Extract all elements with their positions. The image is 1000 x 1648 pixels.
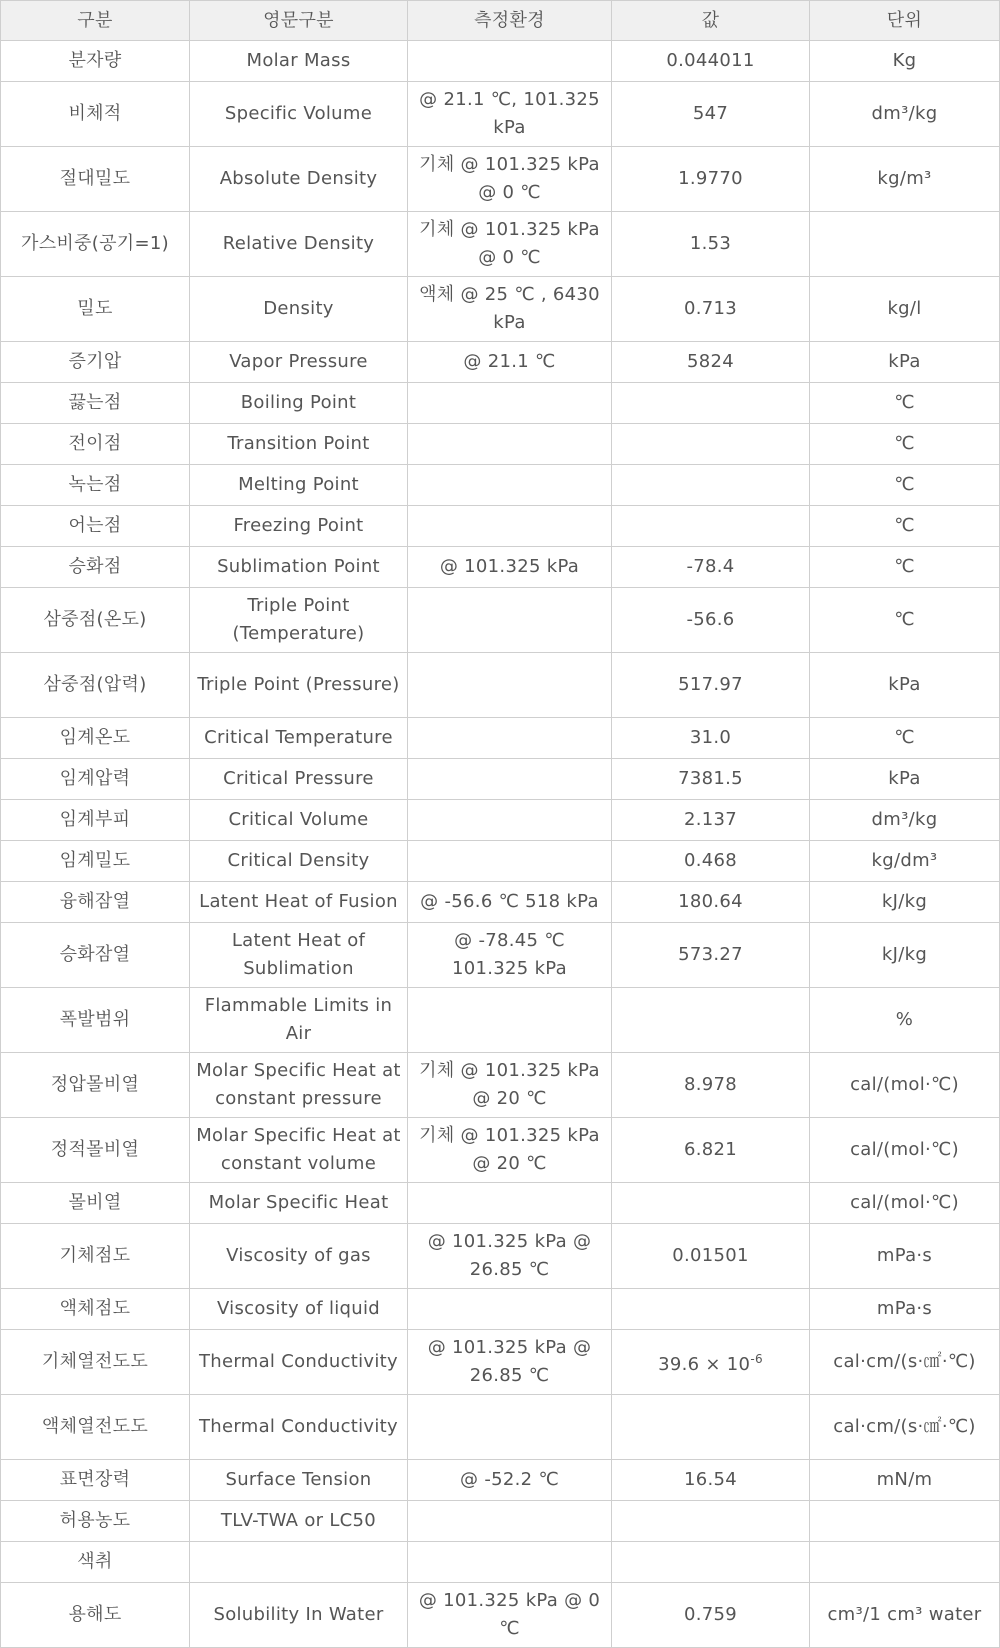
cell-unit: ℃ — [810, 547, 1000, 588]
cell-unit: kPa — [810, 653, 1000, 718]
cell-category: 몰비열 — [1, 1183, 190, 1224]
cell-condition — [408, 1501, 612, 1542]
cell-condition — [408, 988, 612, 1053]
table-row — [1, 1501, 1000, 1542]
cell-value: 1.53 — [612, 212, 810, 277]
cell-condition: @ 101.325 kPa @ 26.85 ℃ — [408, 1330, 612, 1395]
cell-condition: @ 21.1 ℃, 101.325 kPa — [408, 82, 612, 147]
cell-category: 정압몰비열 — [1, 1053, 190, 1118]
table-row — [1, 383, 1000, 424]
cell-value: 0.759 — [612, 1583, 810, 1648]
table-row — [1, 1289, 1000, 1330]
cell-category: 승화점 — [1, 547, 190, 588]
table-row — [1, 1224, 1000, 1289]
table-row — [1, 465, 1000, 506]
cell-category: 용해도 — [1, 1583, 190, 1648]
cell-value: 573.27 — [612, 923, 810, 988]
table-row — [1, 277, 1000, 342]
table-row — [1, 1583, 1000, 1648]
cell-condition: 기체 @ 101.325 kPa @ 20 ℃ — [408, 1118, 612, 1183]
cell-english-name: Vapor Pressure — [190, 342, 408, 383]
cell-unit: kg/dm³ — [810, 841, 1000, 882]
cell-category: 전이점 — [1, 424, 190, 465]
table-body — [1, 41, 1000, 1648]
header-unit: 단위 — [810, 1, 1000, 41]
table-row — [1, 1542, 1000, 1583]
cell-condition: @ -78.45 ℃ 101.325 kPa — [408, 923, 612, 988]
cell-english-name: Molar Mass — [190, 41, 408, 82]
cell-condition: @ -52.2 ℃ — [408, 1460, 612, 1501]
cell-english-name: Flammable Limits in Air — [190, 988, 408, 1053]
table-row — [1, 759, 1000, 800]
cell-unit: kJ/kg — [810, 882, 1000, 923]
cell-condition: @ 101.325 kPa @ 0 ℃ — [408, 1583, 612, 1648]
cell-category: 액체점도 — [1, 1289, 190, 1330]
cell-english-name: Specific Volume — [190, 82, 408, 147]
cell-category: 임계부피 — [1, 800, 190, 841]
cell-condition — [408, 1183, 612, 1224]
cell-unit: mN/m — [810, 1460, 1000, 1501]
table-row — [1, 1053, 1000, 1118]
cell-condition: @ 101.325 kPa — [408, 547, 612, 588]
cell-condition — [408, 506, 612, 547]
cell-english-name: Density — [190, 277, 408, 342]
value-exponent: -6 — [750, 1352, 763, 1366]
cell-english-name: Freezing Point — [190, 506, 408, 547]
cell-value — [612, 465, 810, 506]
cell-unit: mPa·s — [810, 1289, 1000, 1330]
cell-unit: cal/(mol·℃) — [810, 1183, 1000, 1224]
cell-value: 0.01501 — [612, 1224, 810, 1289]
cell-value — [612, 1289, 810, 1330]
cell-condition: 기체 @ 101.325 kPa @ 0 ℃ — [408, 212, 612, 277]
cell-unit — [810, 1501, 1000, 1542]
table-row — [1, 506, 1000, 547]
cell-value: 0.713 — [612, 277, 810, 342]
cell-condition: 기체 @ 101.325 kPa @ 0 ℃ — [408, 147, 612, 212]
cell-unit: kg/l — [810, 277, 1000, 342]
cell-category: 표면장력 — [1, 1460, 190, 1501]
cell-english-name: Latent Heat of Sublimation — [190, 923, 408, 988]
cell-condition — [408, 424, 612, 465]
table-row — [1, 547, 1000, 588]
cell-value: 180.64 — [612, 882, 810, 923]
cell-english-name: Viscosity of gas — [190, 1224, 408, 1289]
table-row — [1, 988, 1000, 1053]
cell-value: -78.4 — [612, 547, 810, 588]
cell-english-name: Molar Specific Heat — [190, 1183, 408, 1224]
cell-unit: cal·cm/(s·㎠·℃) — [810, 1330, 1000, 1395]
header-value: 값 — [612, 1, 810, 41]
cell-english-name: TLV-TWA or LC50 — [190, 1501, 408, 1542]
table-row — [1, 1395, 1000, 1460]
cell-condition — [408, 718, 612, 759]
table-header-row — [1, 1, 1000, 41]
cell-unit: Kg — [810, 41, 1000, 82]
cell-english-name: Transition Point — [190, 424, 408, 465]
cell-category: 액체열전도도 — [1, 1395, 190, 1460]
cell-english-name: Latent Heat of Fusion — [190, 882, 408, 923]
cell-category: 폭발범위 — [1, 988, 190, 1053]
cell-condition: 기체 @ 101.325 kPa @ 20 ℃ — [408, 1053, 612, 1118]
cell-english-name — [190, 1542, 408, 1583]
cell-unit: cm³/1 cm³ water — [810, 1583, 1000, 1648]
cell-condition: @ 21.1 ℃ — [408, 342, 612, 383]
cell-condition — [408, 588, 612, 653]
cell-english-name: Molar Specific Heat at constant pressure — [190, 1053, 408, 1118]
cell-unit: dm³/kg — [810, 800, 1000, 841]
cell-category: 끓는점 — [1, 383, 190, 424]
cell-english-name: Surface Tension — [190, 1460, 408, 1501]
table-row — [1, 1460, 1000, 1501]
cell-value — [612, 1183, 810, 1224]
table-row — [1, 882, 1000, 923]
table-row — [1, 1183, 1000, 1224]
cell-unit: kJ/kg — [810, 923, 1000, 988]
cell-unit: mPa·s — [810, 1224, 1000, 1289]
cell-category: 임계온도 — [1, 718, 190, 759]
cell-category: 어는점 — [1, 506, 190, 547]
cell-english-name: Thermal Conductivity — [190, 1395, 408, 1460]
cell-condition — [408, 653, 612, 718]
cell-unit: kg/m³ — [810, 147, 1000, 212]
cell-value: 1.9770 — [612, 147, 810, 212]
cell-english-name: Critical Density — [190, 841, 408, 882]
cell-condition — [408, 800, 612, 841]
cell-category: 증기압 — [1, 342, 190, 383]
cell-condition — [408, 41, 612, 82]
header-measurement-condition: 측정환경 — [408, 1, 612, 41]
cell-value — [612, 1395, 810, 1460]
cell-value: 517.97 — [612, 653, 810, 718]
cell-unit: ℃ — [810, 383, 1000, 424]
cell-value: 6.821 — [612, 1118, 810, 1183]
table-row — [1, 653, 1000, 718]
cell-english-name: Viscosity of liquid — [190, 1289, 408, 1330]
cell-unit: cal·cm/(s·㎠·℃) — [810, 1395, 1000, 1460]
cell-unit: dm³/kg — [810, 82, 1000, 147]
cell-value — [612, 988, 810, 1053]
cell-category: 임계압력 — [1, 759, 190, 800]
cell-value: 2.137 — [612, 800, 810, 841]
cell-unit: ℃ — [810, 718, 1000, 759]
cell-value — [612, 1542, 810, 1583]
cell-unit: kPa — [810, 759, 1000, 800]
cell-unit: ℃ — [810, 588, 1000, 653]
table-row — [1, 147, 1000, 212]
cell-category: 녹는점 — [1, 465, 190, 506]
cell-unit: cal/(mol·℃) — [810, 1053, 1000, 1118]
cell-english-name: Solubility In Water — [190, 1583, 408, 1648]
cell-value: 5824 — [612, 342, 810, 383]
cell-english-name: Relative Density — [190, 212, 408, 277]
cell-value — [612, 1501, 810, 1542]
cell-value: 16.54 — [612, 1460, 810, 1501]
cell-english-name: Absolute Density — [190, 147, 408, 212]
cell-condition: @ 101.325 kPa @ 26.85 ℃ — [408, 1224, 612, 1289]
cell-category: 분자량 — [1, 41, 190, 82]
header-category: 구분 — [1, 1, 190, 41]
cell-value: 7381.5 — [612, 759, 810, 800]
cell-category: 삼중점(온도) — [1, 588, 190, 653]
cell-unit: cal/(mol·℃) — [810, 1118, 1000, 1183]
cell-unit: ℃ — [810, 506, 1000, 547]
table-row — [1, 1330, 1000, 1395]
cell-english-name: Triple Point (Temperature) — [190, 588, 408, 653]
cell-condition — [408, 383, 612, 424]
table-row — [1, 923, 1000, 988]
table-row — [1, 841, 1000, 882]
cell-english-name: Sublimation Point — [190, 547, 408, 588]
cell-value — [612, 506, 810, 547]
cell-category: 절대밀도 — [1, 147, 190, 212]
cell-unit: ℃ — [810, 424, 1000, 465]
cell-value: 31.0 — [612, 718, 810, 759]
cell-english-name: Triple Point (Pressure) — [190, 653, 408, 718]
cell-condition — [408, 1289, 612, 1330]
cell-english-name: Thermal Conductivity — [190, 1330, 408, 1395]
table-row — [1, 1118, 1000, 1183]
table-row — [1, 718, 1000, 759]
table-row — [1, 212, 1000, 277]
cell-category: 가스비중(공기=1) — [1, 212, 190, 277]
cell-category: 기체열전도도 — [1, 1330, 190, 1395]
cell-condition — [408, 841, 612, 882]
cell-condition — [408, 759, 612, 800]
cell-value: 0.468 — [612, 841, 810, 882]
cell-condition: @ -56.6 ℃ 518 kPa — [408, 882, 612, 923]
cell-value — [612, 383, 810, 424]
cell-unit — [810, 1542, 1000, 1583]
cell-condition — [408, 1542, 612, 1583]
cell-value — [612, 1330, 810, 1395]
table-row — [1, 342, 1000, 383]
cell-value — [612, 424, 810, 465]
cell-value: 8.978 — [612, 1053, 810, 1118]
table-row — [1, 588, 1000, 653]
cell-category: 밀도 — [1, 277, 190, 342]
cell-unit: kPa — [810, 342, 1000, 383]
cell-condition — [408, 465, 612, 506]
cell-value: 547 — [612, 82, 810, 147]
cell-english-name: Boiling Point — [190, 383, 408, 424]
cell-category: 허용농도 — [1, 1501, 190, 1542]
table-row — [1, 41, 1000, 82]
cell-english-name: Critical Pressure — [190, 759, 408, 800]
cell-value: 0.044011 — [612, 41, 810, 82]
cell-category: 기체점도 — [1, 1224, 190, 1289]
cell-english-name: Critical Temperature — [190, 718, 408, 759]
table-row — [1, 82, 1000, 147]
cell-value: -56.6 — [612, 588, 810, 653]
cell-unit: % — [810, 988, 1000, 1053]
table-row — [1, 424, 1000, 465]
cell-category: 색취 — [1, 1542, 190, 1583]
cell-english-name: Melting Point — [190, 465, 408, 506]
cell-category: 정적몰비열 — [1, 1118, 190, 1183]
cell-category: 융해잠열 — [1, 882, 190, 923]
cell-category: 비체적 — [1, 82, 190, 147]
value-base: 39.6 × 10 — [658, 1354, 751, 1375]
cell-condition: 액체 @ 25 ℃ , 6430 kPa — [408, 277, 612, 342]
cell-unit — [810, 212, 1000, 277]
cell-condition — [408, 1395, 612, 1460]
cell-category: 승화잠열 — [1, 923, 190, 988]
cell-english-name: Critical Volume — [190, 800, 408, 841]
header-english-name: 영문구분 — [190, 1, 408, 41]
cell-unit: ℃ — [810, 465, 1000, 506]
cell-english-name: Molar Specific Heat at constant volume — [190, 1118, 408, 1183]
cell-category: 삼중점(압력) — [1, 653, 190, 718]
cell-category: 임계밀도 — [1, 841, 190, 882]
table-row — [1, 800, 1000, 841]
